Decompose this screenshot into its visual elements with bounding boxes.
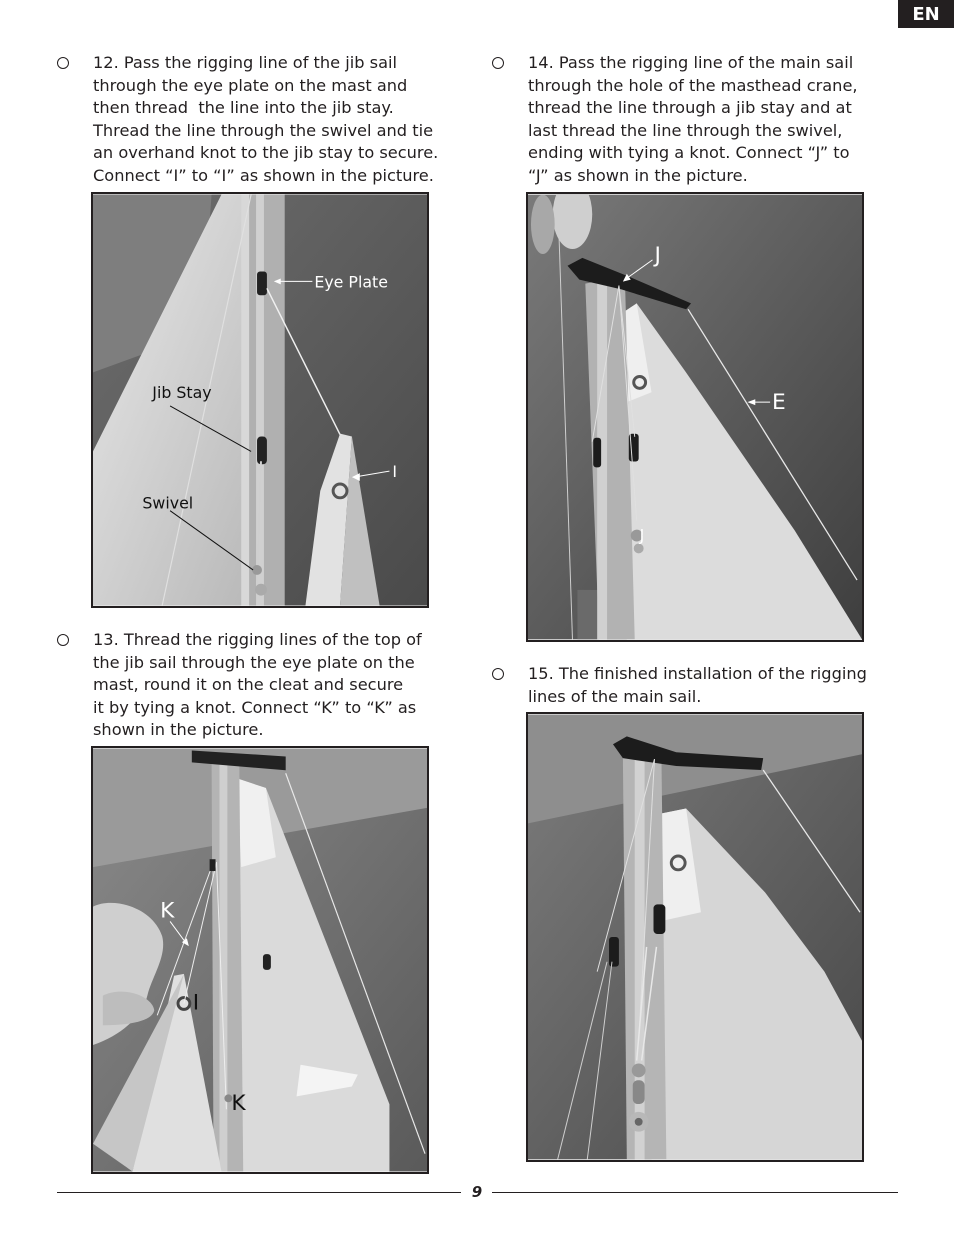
label-i: I <box>392 462 398 482</box>
step-12-line: through the eye plate on the mast and <box>93 75 408 95</box>
step-14-line: 14. Pass the rigging line of the main sail <box>528 53 854 72</box>
step-12-line: 12. Pass the rigging line of the jib sail <box>93 53 398 72</box>
photo-step-13-image <box>93 748 427 1172</box>
step-12-line: an overhand knot to the jib stay to secure. <box>93 143 439 163</box>
photo-step-15 <box>526 712 864 1162</box>
step-14-line: thread the line through a jib stay and at <box>528 98 852 118</box>
page-number: 9 <box>471 1183 483 1201</box>
bullet-icon <box>57 57 69 69</box>
footer-rule-right <box>492 1192 898 1193</box>
step-14-text <box>528 52 900 188</box>
step-13-line: shown in the picture. <box>93 720 264 740</box>
label-j-top: J <box>654 242 661 268</box>
language-tab: EN <box>898 0 954 28</box>
step-12-line: then thread the line into the jib stay. <box>93 98 394 118</box>
step-13-line: 13. Thread the rigging lines of the top of <box>93 630 422 649</box>
photo-step-14-image <box>528 194 862 640</box>
footer-rule-left <box>57 1192 461 1193</box>
bullet-icon <box>492 57 504 69</box>
step-15-line: 15. The finished installation of the rigging <box>528 664 867 683</box>
label-k-top: K <box>160 898 175 924</box>
step-12-text <box>93 52 468 188</box>
label-jib-stay: Jib Stay <box>152 383 212 403</box>
step-15-text <box>528 663 900 708</box>
step-12-line: Thread the line through the swivel and tie <box>93 120 434 140</box>
photo-step-12 <box>91 192 429 608</box>
photo-step-15-image <box>528 714 862 1160</box>
label-eye-plate: Eye Plate <box>314 272 388 292</box>
bullet-icon <box>492 668 504 680</box>
step-14-line: ending with tying a knot. Connect “J” to <box>528 143 850 163</box>
bullet-icon <box>57 634 69 646</box>
photo-step-13 <box>91 746 429 1174</box>
label-j-bottom: J <box>639 525 645 545</box>
photo-step-14 <box>526 192 864 642</box>
step-13-line: mast, round it on the cleat and secure <box>93 675 404 695</box>
step-14-line: through the hole of the masthead crane, <box>528 75 858 95</box>
label-k-bottom: K <box>231 1091 246 1117</box>
step-15-line: lines of the main sail. <box>528 686 702 706</box>
step-13-line: the jib sail through the eye plate on the <box>93 652 415 672</box>
step-13-text <box>93 629 468 742</box>
step-12-line: Connect “I” to “I” as shown in the picture. <box>93 165 434 185</box>
step-13-line: it by tying a knot. Connect “K” to “K” as <box>93 697 417 717</box>
step-14-line: last thread the line through the swivel, <box>528 120 843 140</box>
label-e: E <box>772 390 786 416</box>
photo-step-12-image <box>93 194 427 606</box>
label-swivel: Swivel <box>142 493 194 513</box>
step-14-line: “J” as shown in the picture. <box>528 165 748 185</box>
label-i: I <box>192 990 200 1016</box>
